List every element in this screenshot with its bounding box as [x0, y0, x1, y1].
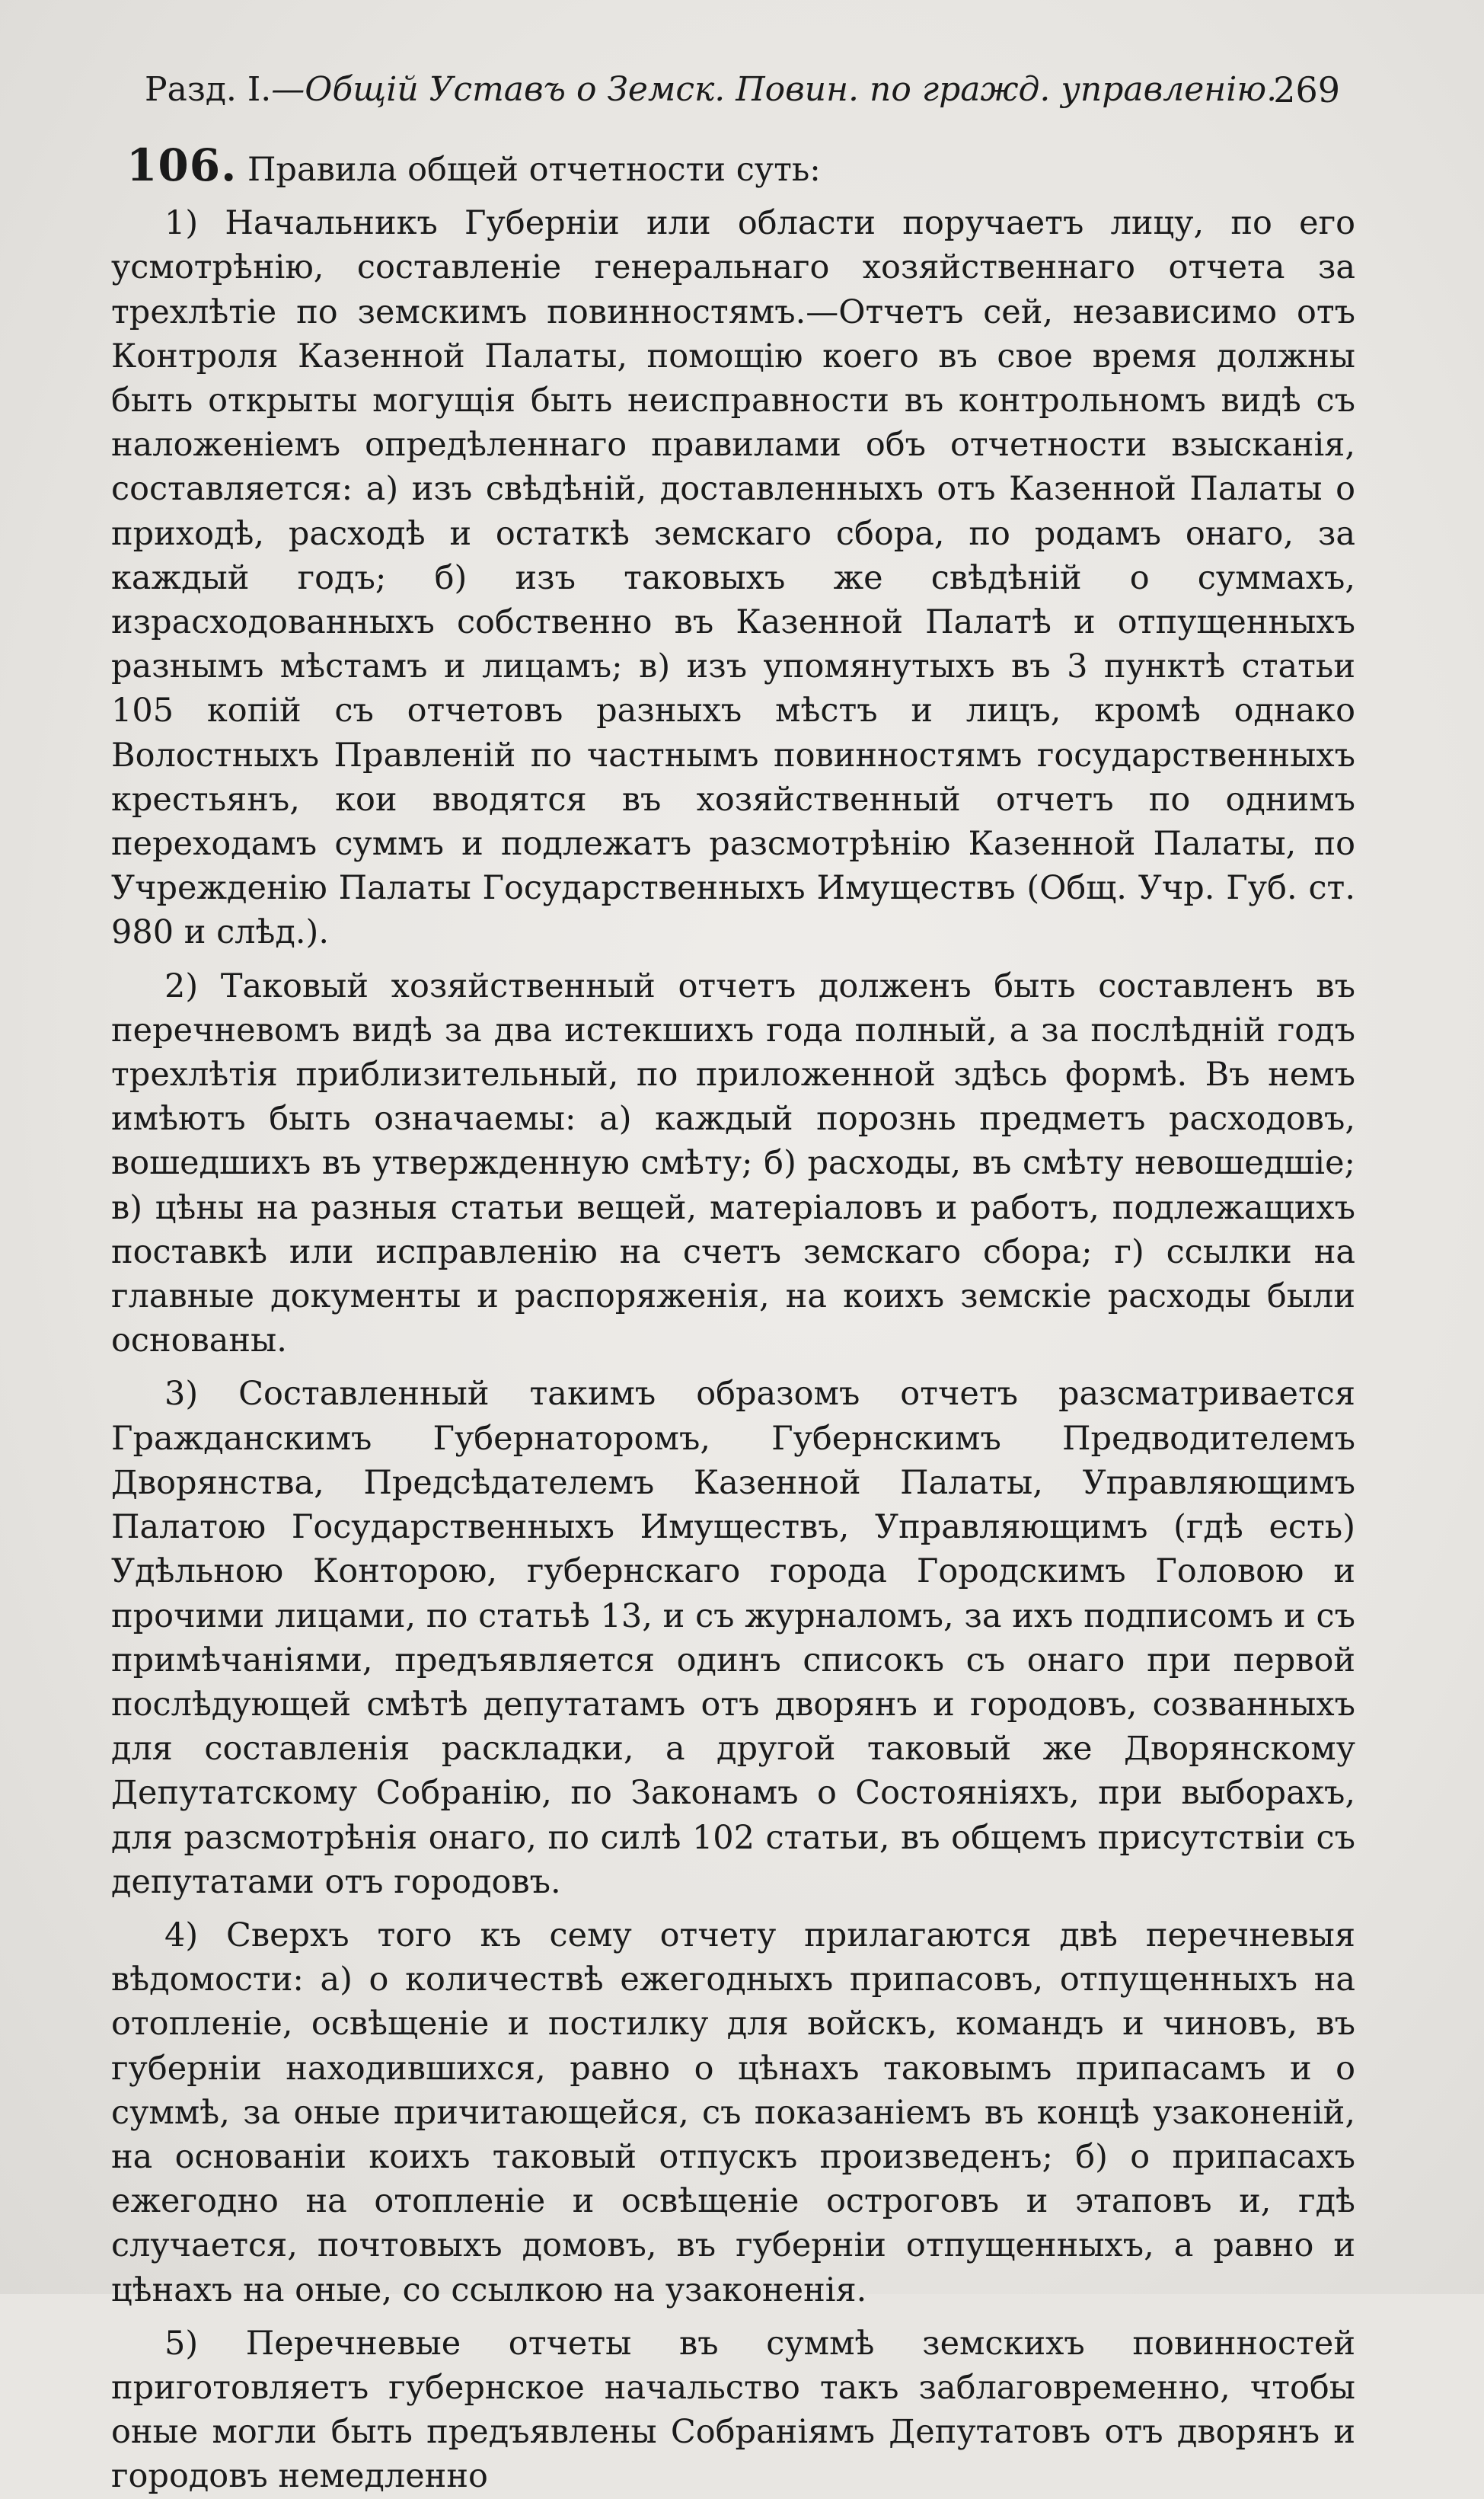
header-title-text: —Общій Уставъ о Земск. Повин. по гражд. управленію.: [271, 70, 1278, 109]
article-lead: Правила общей отчетности суть:: [247, 151, 821, 189]
paragraph-2: 2) Таковый хозяйственный отчетъ долженъ быть составленъ въ перечневомъ видѣ за два истекшихъ года полный, а за послѣдній годъ трехлѣтія приблизительный, по приложенной здѣсь формѣ. Въ немъ имѣютъ быть означаемы: а) каждый порознь предметъ расходовъ, вошедшихъ въ утвержденную смѣту; б) расходы, въ смѣту невошедшіе; в) цѣны на разныя статьи вещей, матеріаловъ и работъ, подлежащихъ поставкѣ или исправленію на счетъ земскаго сбора; г) ссылки на главные документы и распоряженія, на коихъ земскіе расходы были основаны.: [111, 967, 1355, 1360]
document-body: [111, 139, 1355, 2499]
header-title: [145, 67, 1277, 113]
paragraph-1: 1) Начальникъ Губерніи или области поручаетъ лицу, по его усмотрѣнію, составленіе генеральнаго хозяйственнаго отчета за трехлѣтіе по земскимъ повинностямъ.—Отчетъ сей, независимо отъ Контроля Казенной Палаты, помощію коего въ свое время должны быть открыты могущія быть неисправности въ контрольномъ видѣ съ наложеніемъ опредѣленнаго правилами объ отчетности взысканія, составляется: а) изъ свѣдѣній, доставленныхъ отъ Казенной Палаты о приходѣ, расходѣ и остаткѣ земскаго сбора, по родамъ онаго, за каждый годъ; б) изъ таковыхъ же свѣдѣній о суммахъ, израсходованныхъ собственно въ Казенной Палатѣ и отпущенныхъ разнымъ мѣстамъ и лицамъ; в) изъ упомянутыхъ въ 3 пунктѣ статьи 105 копій съ отчетовъ разныхъ мѣстъ и лицъ, кромѣ однако Волостныхъ Правленій по частнымъ повинностямъ государственныхъ крестьянъ, кои вводятся въ хозяйственный отчетъ по однимъ переходамъ суммъ и подлежатъ разсмотрѣнію Казенной Палаты, по Учрежденію Палаты Государственныхъ Имуществъ (Общ. Учр. Губ. ст. 980 и слѣд.).: [111, 204, 1355, 952]
running-header: [145, 67, 1340, 113]
article-number: 106.: [126, 139, 238, 191]
paragraph-4: 4) Сверхъ того къ сему отчету прилагаются двѣ перечневыя вѣдомости: а) о количествѣ ежегодныхъ припасовъ, отпущенныхъ на отопленіе, освѣщеніе и постилку для войскъ, командъ и чиновъ, въ губерніи находившихся, равно о цѣнахъ таковымъ припасамъ и о суммѣ, за оные причитающейся, съ показаніемъ въ концѣ узаконеній, на основаніи коихъ таковый отпускъ произведенъ; б) о припасахъ ежегодно на отопленіе и освѣщеніе остроговъ и этаповъ и, гдѣ случается, почтовыхъ домовъ, въ губерніи отпущенныхъ, а равно и цѣнахъ на оные, со ссылкою на узаконенія.: [111, 1916, 1355, 2309]
article-heading: [111, 139, 1355, 192]
page-number: 269: [1273, 69, 1340, 110]
paragraph-3: 3) Составленный такимъ образомъ отчетъ разсматривается Гражданскимъ Губернаторомъ, Губернскимъ Предводителемъ Дворянства, Предсѣдателемъ Казенной Палаты, Управляющимъ Палатою Государственныхъ Имуществъ, Управляющимъ (гдѣ есть) Удѣльною Конторою, губернскаго города Городскимъ Головою и прочими лицами, по статьѣ 13, и съ журналомъ, за ихъ подписомъ и съ примѣчаніями, предъявляется одинъ списокъ съ онаго при первой послѣдующей смѣтѣ депутатамъ отъ дворянъ и городовъ, созванныхъ для составленія раскладки, а другой таковый же Дворянскому Депутатскому Собранію, по Законамъ о Состояніяхъ, при выборахъ, для разсмотрѣнія онаго, по силѣ 102 статьи, въ общемъ присутствіи съ депутатами отъ городовъ.: [111, 1375, 1355, 1901]
header-section: Разд. I.: [145, 70, 272, 109]
paragraph-5: 5) Перечневые отчеты въ суммѣ земскихъ повинностей приготовляетъ губернское начальство такъ заблаговременно, чтобы оные могли быть предъявлены Собраніямъ Депутатовъ отъ дворянъ и городовъ немедленно: [111, 2324, 1355, 2496]
